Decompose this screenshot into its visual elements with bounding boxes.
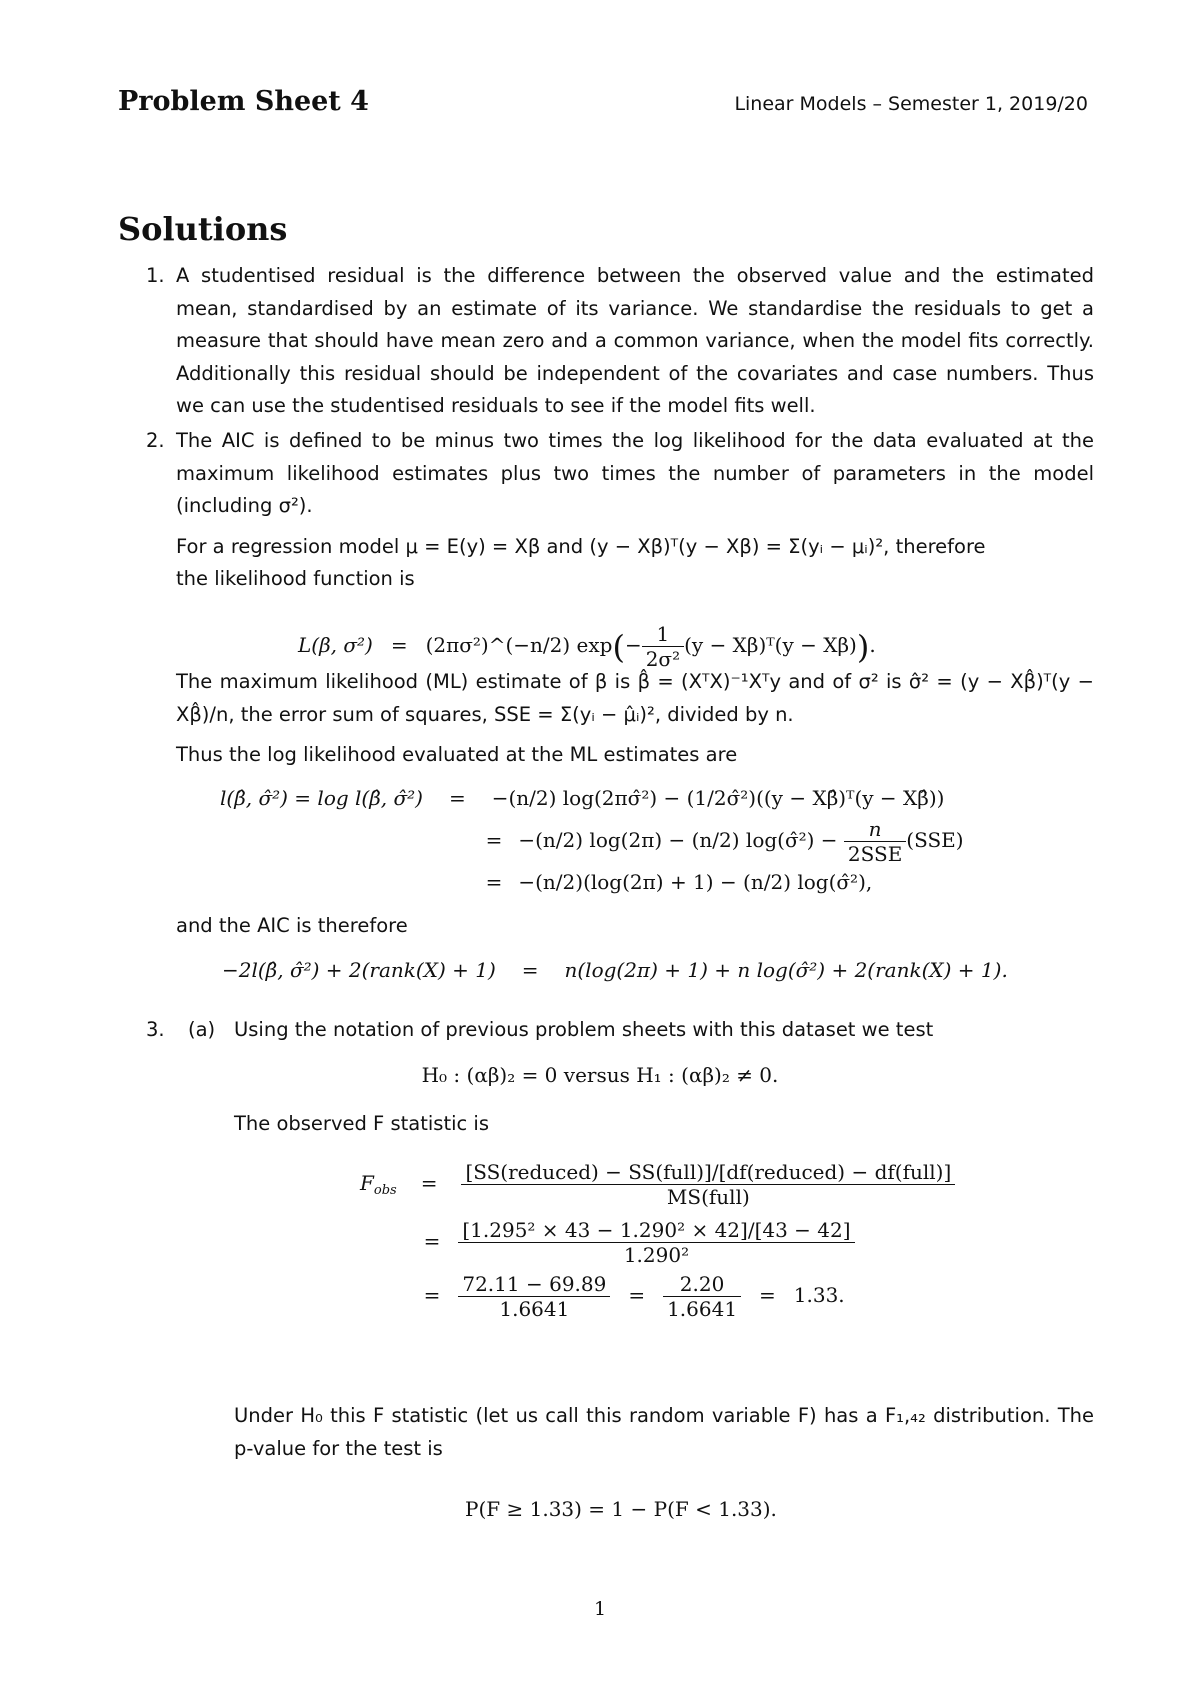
eq-lhs: L(β, σ²): [298, 633, 373, 657]
f-intro-block: [146, 1108, 1094, 1149]
aic-intro-block: [146, 910, 1094, 951]
ml-estimate-text: The maximum likelihood (ML) estimate of β is β̂ = (XᵀX)⁻¹Xᵀy and of σ² is σ̂² = (y − Xβ̂)ᵀ(y − Xβ̂)/n, the error sum of squares, SSE = Σ(yᵢ − μ̂ᵢ)², divided by n.: [176, 670, 1094, 726]
item-number: 3.: [146, 1018, 165, 1041]
f-line-3: = $\frac{72.11 - 69.89}{1.6641}$ = $\frac{2.20}{1.6641}$ = 1.33.: [423, 1272, 845, 1321]
sheet-title: Problem Sheet 4: [118, 86, 369, 117]
f-line-1: $F_{obs}$ = $\frac{\text{[SS(reduced) − SS(full)]/[df(reduced) − df(full)]}}{\text{MS(full)}}$: [360, 1160, 955, 1209]
likelihood-intro: the likelihood function is: [176, 567, 415, 590]
item-number: 1.: [146, 264, 165, 287]
part-label: (a): [188, 1018, 216, 1041]
pvalue-intro: Under H₀ this F statistic (let us call this random variable F) has a F₁,₄₂ distribution. The p-value for the test is: [234, 1404, 1094, 1460]
solution-1: [146, 260, 1094, 431]
eq-fraction: $\frac{1}{\text{2σ²}}$: [642, 622, 684, 671]
aic-definition: The AIC is defined to be minus two times the log likelihood for the data evaluated at the maximum likelihood estimates plus two times the number of parameters in the model (including σ²).: [176, 429, 1094, 517]
loglik-line-2: = −(n/2) log(2π) − (n/2) log(σ̂²) − $\frac{n}{\text{2SSE}}$ (SSE): [485, 817, 964, 866]
solution-2: [146, 425, 1094, 604]
pvalue-intro-block: [146, 1400, 1094, 1473]
aic-intro: and the AIC is therefore: [176, 914, 408, 937]
solution-3: [146, 1014, 1094, 1055]
section-title: Solutions: [118, 210, 288, 248]
course-label: Linear Models – Semester 1, 2019/20: [734, 93, 1088, 115]
item-number: 2.: [146, 429, 165, 452]
solution-2-ml: [146, 666, 1094, 780]
aic-equation: −2l(β̂, σ̂²) + 2(rank(X) + 1) = n(log(2π) + 1) + n log(σ̂²) + 2(rank(X) + 1).: [222, 958, 1008, 982]
hypotheses: H₀ : (αβ)₂ = 0 versus H₁ : (αβ)₂ ≠ 0.: [421, 1063, 779, 1087]
likelihood-equation: L(β, σ²) = (2πσ²)^(−n/2) exp(− $\frac{1}{\text{2σ²}}$ (y − Xβ)ᵀ(y − Xβ)).: [298, 622, 876, 671]
regression-model-text: For a regression model μ = E(y) = Xβ and (y − Xβ)ᵀ(y − Xβ) = Σ(yᵢ − μᵢ)², therefore: [176, 534, 986, 558]
pvalue-equation: P(F ≥ 1.33) = 1 − P(F < 1.33).: [465, 1497, 777, 1521]
loglik-line-3: = −(n/2)(log(2π) + 1) − (n/2) log(σ̂²),: [485, 870, 873, 894]
eq-rhs-b: (y − Xβ)ᵀ(y − Xβ): [684, 633, 857, 657]
test-intro: Using the notation of previous problem sheets with this dataset we test: [234, 1018, 934, 1041]
loglik-line-1: l(β̂, σ̂²) = log l(β̂, σ̂²) = −(n/2) log(2πσ̂²) − (1/2σ̂²)((y − Xβ̂)ᵀ(y − Xβ̂)): [220, 786, 945, 810]
f-intro: The observed F statistic is: [234, 1112, 490, 1135]
loglik-intro: Thus the log likelihood evaluated at the ML estimates are: [176, 743, 738, 766]
eq-rhs-a: (2πσ²)^(−n/2) exp: [425, 633, 613, 657]
f-line-2: = $\frac{\text{[1.295² × 43 − 1.290² × 42]/[43 − 42]}}{\text{1.290²}}$: [412, 1218, 855, 1267]
solution-1-text: A studentised residual is the difference between the observed value and the estimated mean, standardised by an estimate of its variance. We standardise the residuals to get a measure that should have mean zero and a common variance, when the model fits correctly. Additionally this residual should be independent of the covariates and case numbers. Thus we can use the studentised residuals to see if the model fits well.: [176, 264, 1094, 417]
page-number: 1: [593, 1598, 607, 1620]
